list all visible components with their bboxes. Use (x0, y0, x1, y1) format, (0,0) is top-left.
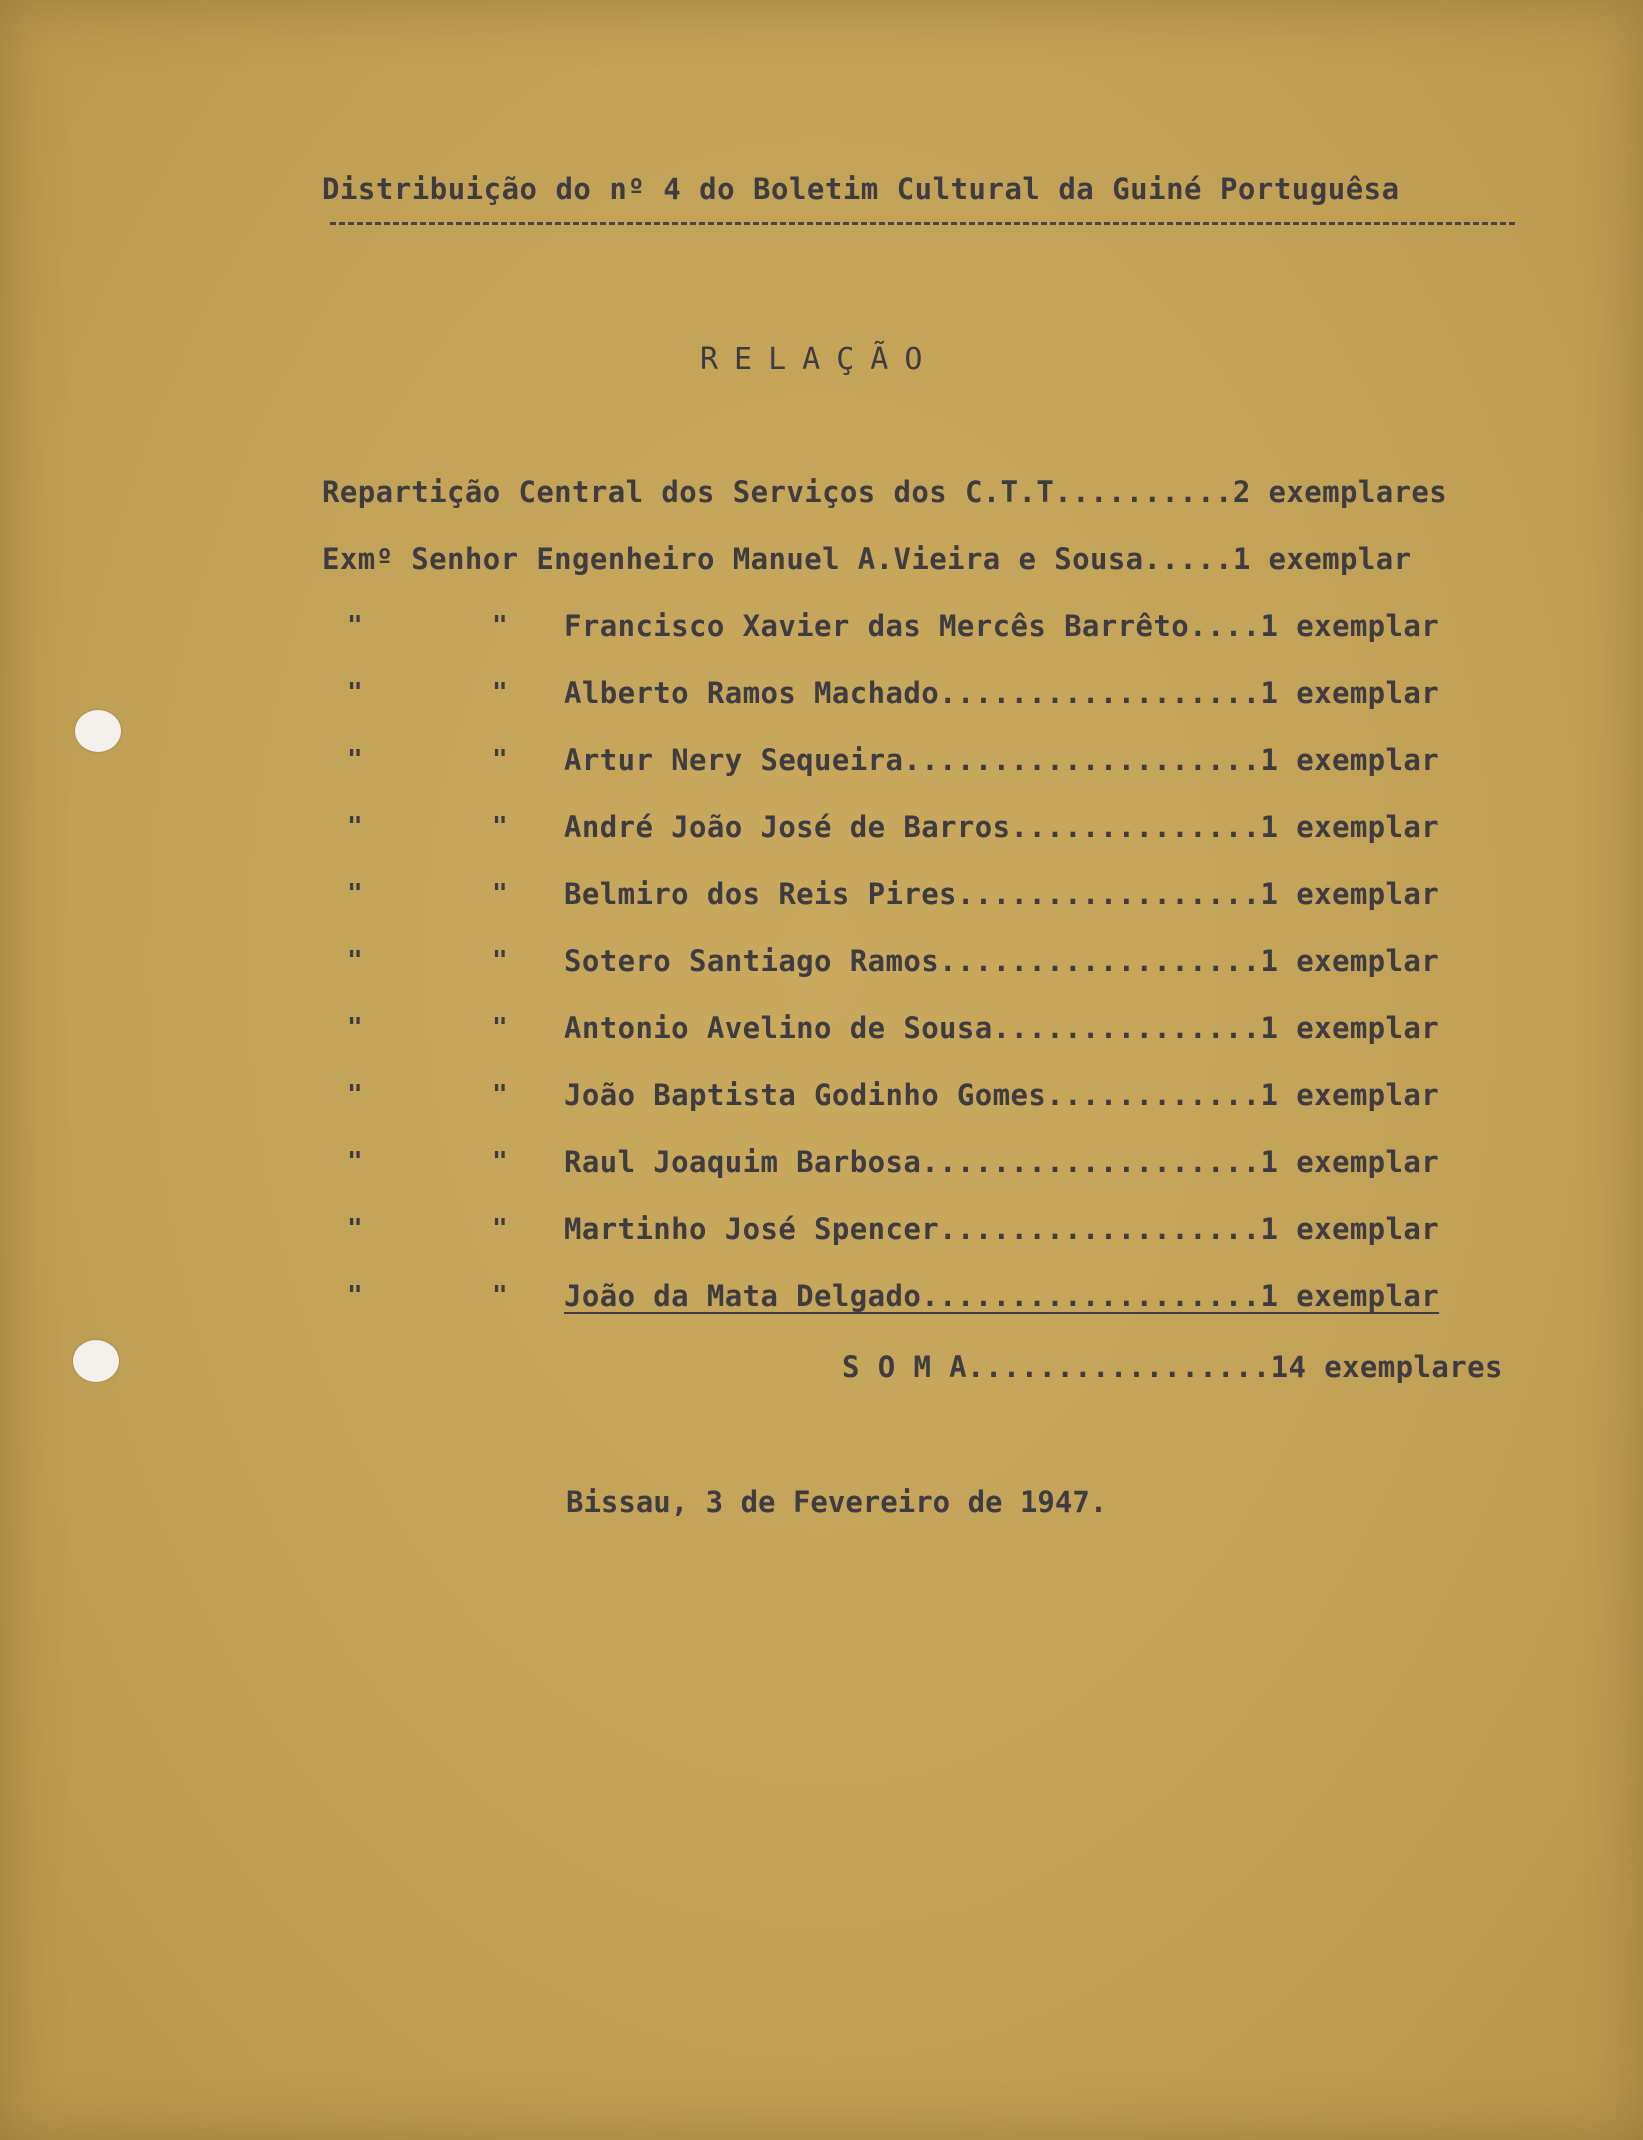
punch-hole-top (75, 710, 121, 752)
list-item: Francisco Xavier das Mercês Barrêto....1 exemplar (564, 609, 1440, 643)
ditto-mark-column-1: " (347, 1281, 363, 1311)
ditto-mark-column-2: " (492, 879, 508, 909)
ditto-mark-column-2: " (492, 1147, 508, 1177)
list-item: Belmiro dos Reis Pires.................1 exemplar (564, 877, 1440, 911)
list-item: André João José de Barros..............1 exemplar (564, 810, 1440, 844)
section-heading: RELAÇÃO (700, 342, 939, 377)
list-item-first: Repartição Central dos Serviços dos C.T.T..........2 exemplares (322, 475, 1448, 509)
punch-hole-bottom (73, 1340, 119, 1382)
list-item: Martinho José Spencer..................1 exemplar (564, 1212, 1440, 1246)
document-title: Distribuição do nº 4 do Boletim Cultural da Guiné Portuguêsa (322, 172, 1400, 206)
list-item-second: Exmº Senhor Engenheiro Manuel A.Vieira e Sousa.....1 exemplar (322, 542, 1412, 576)
ditto-mark-column-1: " (347, 1147, 363, 1177)
ditto-mark-column-2: " (492, 678, 508, 708)
total-line: S O M A.................14 exemplares (842, 1350, 1503, 1384)
list-item: Antonio Avelino de Sousa...............1 exemplar (564, 1011, 1440, 1045)
date-line: Bissau, 3 de Fevereiro de 1947. (566, 1485, 1108, 1519)
ditto-mark-column-1: " (347, 678, 363, 708)
ditto-mark-column-1: " (347, 1080, 363, 1110)
ditto-mark-column-2: " (492, 745, 508, 775)
ditto-mark-column-2: " (492, 1013, 508, 1043)
ditto-mark-column-1: " (347, 946, 363, 976)
list-item: Raul Joaquim Barbosa...................1 exemplar (564, 1145, 1440, 1179)
list-item: João Baptista Godinho Gomes............1 exemplar (564, 1078, 1440, 1112)
list-item: Sotero Santiago Ramos..................1 exemplar (564, 944, 1440, 978)
ditto-mark-column-2: " (492, 1281, 508, 1311)
ditto-mark-column-2: " (492, 611, 508, 641)
ditto-mark-column-1: " (347, 611, 363, 641)
ditto-mark-column-1: " (347, 1013, 363, 1043)
list-item: João da Mata Delgado...................1 exemplar (564, 1279, 1440, 1313)
ditto-mark-column-2: " (492, 812, 508, 842)
list-item: Alberto Ramos Machado..................1 exemplar (564, 676, 1440, 710)
list-item: Artur Nery Sequeira....................1 exemplar (564, 743, 1440, 777)
ditto-mark-column-2: " (492, 1214, 508, 1244)
ditto-mark-column-1: " (347, 1214, 363, 1244)
ditto-mark-column-1: " (347, 879, 363, 909)
ditto-mark-column-2: " (492, 946, 508, 976)
ditto-mark-column-1: " (347, 812, 363, 842)
title-underline (330, 222, 1515, 225)
ditto-mark-column-2: " (492, 1080, 508, 1110)
ditto-mark-column-1: " (347, 745, 363, 775)
